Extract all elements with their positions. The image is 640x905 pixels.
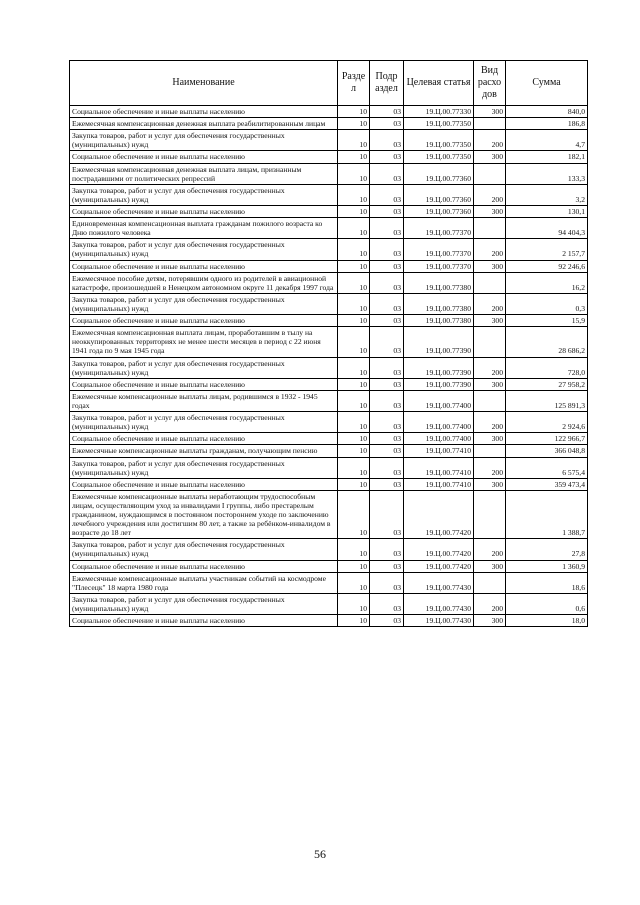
cell-razdel: 10	[338, 378, 370, 390]
cell-article: 19.Ц.00.77350	[404, 118, 474, 130]
cell-razdel: 10	[338, 445, 370, 457]
cell-sum: 92 246,6	[506, 260, 588, 272]
table-header-row	[70, 61, 588, 106]
cell-sum: 94 404,3	[506, 218, 588, 239]
table-body	[70, 106, 588, 627]
cell-name: Социальное обеспечение и иные выплаты населению	[70, 478, 338, 490]
cell-razdel: 10	[338, 260, 370, 272]
table-row	[70, 615, 588, 627]
cell-name: Ежемесячные компенсационные выплаты неработающим трудоспособным лицам, осуществляющим уход за инвалидами I группы, либо престарелым гражданином, нуждающимся в постоянном постороннем уходе по заключению лечебного учреждения или достигшим 80 лет, а также за ребёнком-инвалидом в возрасте до 18 лет	[70, 490, 338, 539]
cell-razdel: 10	[338, 560, 370, 572]
table-row	[70, 478, 588, 490]
cell-podrazdel: 03	[370, 433, 404, 445]
cell-razdel: 10	[338, 615, 370, 627]
cell-razdel: 10	[338, 106, 370, 118]
table-row	[70, 315, 588, 327]
cell-podrazdel: 03	[370, 239, 404, 260]
cell-vid	[474, 390, 506, 411]
cell-name: Социальное обеспечение и иные выплаты населению	[70, 560, 338, 572]
table-row	[70, 163, 588, 184]
cell-podrazdel: 03	[370, 130, 404, 151]
cell-vid: 300	[474, 378, 506, 390]
cell-sum: 359 473,4	[506, 478, 588, 490]
cell-podrazdel: 03	[370, 163, 404, 184]
cell-vid	[474, 445, 506, 457]
cell-podrazdel: 03	[370, 118, 404, 130]
cell-vid	[474, 490, 506, 539]
cell-article: 19.Ц.00.77400	[404, 390, 474, 411]
cell-vid: 200	[474, 293, 506, 314]
table-row	[70, 239, 588, 260]
cell-razdel: 10	[338, 357, 370, 378]
cell-name: Закупка товаров, работ и услуг для обеспечения государственных (муниципальных) нужд	[70, 593, 338, 614]
cell-podrazdel: 03	[370, 205, 404, 217]
cell-sum: 4,7	[506, 130, 588, 151]
cell-vid: 200	[474, 457, 506, 478]
cell-article: 19.Ц.00.77420	[404, 539, 474, 560]
cell-razdel: 10	[338, 478, 370, 490]
budget-table	[69, 60, 588, 627]
cell-name: Ежемесячная компенсационная денежная выплата реабилитированным лицам	[70, 118, 338, 130]
cell-name: Ежемесячное пособие детям, потерявшим одного из родителей в авиационной катастрофе, произошедшей в Ненецком автономном округе 11 декабря 1997 года	[70, 272, 338, 293]
cell-razdel: 10	[338, 593, 370, 614]
cell-article: 19.Ц.00.77380	[404, 272, 474, 293]
cell-podrazdel: 03	[370, 106, 404, 118]
cell-vid: 300	[474, 560, 506, 572]
cell-razdel: 10	[338, 539, 370, 560]
table-row	[70, 433, 588, 445]
table-row	[70, 106, 588, 118]
cell-article: 19.Ц.00.77390	[404, 357, 474, 378]
cell-name: Социальное обеспечение и иные выплаты населению	[70, 205, 338, 217]
cell-vid	[474, 572, 506, 593]
cell-podrazdel: 03	[370, 315, 404, 327]
cell-sum: 840,0	[506, 106, 588, 118]
table-row	[70, 445, 588, 457]
cell-article: 19.Ц.00.77360	[404, 184, 474, 205]
cell-razdel: 10	[338, 130, 370, 151]
page-number: 56	[314, 847, 326, 861]
cell-sum: 728,0	[506, 357, 588, 378]
table-row	[70, 412, 588, 433]
cell-razdel: 10	[338, 218, 370, 239]
cell-article: 19.Ц.00.77360	[404, 205, 474, 217]
cell-podrazdel: 03	[370, 151, 404, 163]
cell-razdel: 10	[338, 239, 370, 260]
cell-name: Закупка товаров, работ и услуг для обеспечения государственных (муниципальных) нужд	[70, 239, 338, 260]
table-row	[70, 390, 588, 411]
cell-article: 19.Ц.00.77410	[404, 445, 474, 457]
cell-vid	[474, 272, 506, 293]
cell-podrazdel: 03	[370, 539, 404, 560]
cell-article: 19.Ц.00.77330	[404, 106, 474, 118]
cell-article: 19.Ц.00.77370	[404, 239, 474, 260]
header-podrazdel: Подр аздел	[370, 61, 404, 106]
cell-vid: 200	[474, 184, 506, 205]
cell-razdel: 10	[338, 205, 370, 217]
cell-name: Закупка товаров, работ и услуг для обеспечения государственных (муниципальных) нужд	[70, 412, 338, 433]
cell-article: 19.Ц.00.77370	[404, 218, 474, 239]
cell-razdel: 10	[338, 163, 370, 184]
cell-sum: 2 924,6	[506, 412, 588, 433]
cell-sum: 0,3	[506, 293, 588, 314]
table-row	[70, 572, 588, 593]
cell-vid	[474, 327, 506, 357]
cell-sum: 3,2	[506, 184, 588, 205]
cell-name: Закупка товаров, работ и услуг для обеспечения государственных (муниципальных) нужд	[70, 293, 338, 314]
cell-sum: 0,6	[506, 593, 588, 614]
cell-name: Закупка товаров, работ и услуг для обеспечения государственных (муниципальных) нужд	[70, 130, 338, 151]
cell-sum: 366 048,8	[506, 445, 588, 457]
cell-vid: 200	[474, 239, 506, 260]
cell-sum: 186,8	[506, 118, 588, 130]
cell-article: 19.Ц.00.77410	[404, 478, 474, 490]
cell-podrazdel: 03	[370, 293, 404, 314]
cell-name: Социальное обеспечение и иные выплаты населению	[70, 260, 338, 272]
table-row	[70, 593, 588, 614]
cell-sum: 27 958,2	[506, 378, 588, 390]
cell-sum: 6 575,4	[506, 457, 588, 478]
cell-name: Социальное обеспечение и иные выплаты населению	[70, 106, 338, 118]
cell-name: Социальное обеспечение и иные выплаты населению	[70, 433, 338, 445]
cell-article: 19.Ц.00.77400	[404, 412, 474, 433]
cell-podrazdel: 03	[370, 560, 404, 572]
cell-article: 19.Ц.00.77430	[404, 593, 474, 614]
cell-article: 19.Ц.00.77350	[404, 151, 474, 163]
cell-name: Социальное обеспечение и иные выплаты населению	[70, 315, 338, 327]
cell-vid: 300	[474, 205, 506, 217]
table-row	[70, 260, 588, 272]
table-row	[70, 327, 588, 357]
cell-sum: 1 388,7	[506, 490, 588, 539]
cell-article: 19.Ц.00.77430	[404, 572, 474, 593]
table-row	[70, 560, 588, 572]
cell-podrazdel: 03	[370, 357, 404, 378]
cell-razdel: 10	[338, 457, 370, 478]
cell-podrazdel: 03	[370, 378, 404, 390]
cell-article: 19.Ц.00.77430	[404, 615, 474, 627]
cell-razdel: 10	[338, 293, 370, 314]
table-row	[70, 490, 588, 539]
table-row	[70, 130, 588, 151]
cell-sum: 1 360,9	[506, 560, 588, 572]
cell-podrazdel: 03	[370, 445, 404, 457]
cell-name: Закупка товаров, работ и услуг для обеспечения государственных (муниципальных) нужд	[70, 184, 338, 205]
cell-name: Закупка товаров, работ и услуг для обеспечения государственных (муниципальных) нужд	[70, 357, 338, 378]
cell-vid: 200	[474, 593, 506, 614]
cell-podrazdel: 03	[370, 272, 404, 293]
cell-article: 19.Ц.00.77420	[404, 490, 474, 539]
cell-razdel: 10	[338, 490, 370, 539]
cell-vid: 300	[474, 433, 506, 445]
cell-podrazdel: 03	[370, 572, 404, 593]
cell-razdel: 10	[338, 572, 370, 593]
cell-article: 19.Ц.00.77380	[404, 315, 474, 327]
cell-sum: 18,6	[506, 572, 588, 593]
cell-vid: 200	[474, 412, 506, 433]
cell-vid: 200	[474, 539, 506, 560]
cell-vid: 200	[474, 130, 506, 151]
cell-razdel: 10	[338, 390, 370, 411]
header-sum: Сумма	[506, 61, 588, 106]
cell-name: Ежемесячные компенсационные выплаты лицам, родившимся в 1932 - 1945 годах	[70, 390, 338, 411]
cell-razdel: 10	[338, 184, 370, 205]
cell-article: 19.Ц.00.77410	[404, 457, 474, 478]
cell-article: 19.Ц.00.77390	[404, 378, 474, 390]
cell-razdel: 10	[338, 433, 370, 445]
table-row	[70, 184, 588, 205]
cell-podrazdel: 03	[370, 412, 404, 433]
cell-sum: 16,2	[506, 272, 588, 293]
cell-razdel: 10	[338, 315, 370, 327]
cell-podrazdel: 03	[370, 593, 404, 614]
table-row	[70, 218, 588, 239]
cell-vid: 300	[474, 315, 506, 327]
cell-sum: 15,9	[506, 315, 588, 327]
cell-sum: 182,1	[506, 151, 588, 163]
cell-razdel: 10	[338, 118, 370, 130]
cell-name: Закупка товаров, работ и услуг для обеспечения государственных (муниципальных) нужд	[70, 457, 338, 478]
cell-article: 19.Ц.00.77360	[404, 163, 474, 184]
cell-podrazdel: 03	[370, 218, 404, 239]
cell-vid: 300	[474, 106, 506, 118]
table-row	[70, 378, 588, 390]
table-row	[70, 293, 588, 314]
cell-sum: 122 966,7	[506, 433, 588, 445]
header-name: Наименование	[70, 61, 338, 106]
cell-sum: 27,8	[506, 539, 588, 560]
cell-vid	[474, 118, 506, 130]
table-row	[70, 272, 588, 293]
cell-name: Социальное обеспечение и иные выплаты населению	[70, 615, 338, 627]
cell-article: 19.Ц.00.77420	[404, 560, 474, 572]
header-article: Целевая статья	[404, 61, 474, 106]
table-row	[70, 539, 588, 560]
cell-vid: 300	[474, 151, 506, 163]
cell-name: Социальное обеспечение и иные выплаты населению	[70, 151, 338, 163]
cell-vid: 300	[474, 478, 506, 490]
cell-vid: 200	[474, 357, 506, 378]
cell-podrazdel: 03	[370, 327, 404, 357]
cell-razdel: 10	[338, 272, 370, 293]
cell-name: Ежемесячная компенсационная денежная выплата лицам, признанным пострадавшими от политических репрессий	[70, 163, 338, 184]
cell-article: 19.Ц.00.77400	[404, 433, 474, 445]
cell-sum: 130,1	[506, 205, 588, 217]
cell-podrazdel: 03	[370, 490, 404, 539]
cell-name: Закупка товаров, работ и услуг для обеспечения государственных (муниципальных) нужд	[70, 539, 338, 560]
header-vid: Вид расхо дов	[474, 61, 506, 106]
cell-name: Ежемесячная компенсационная выплата лицам, проработавшим в тылу на неоккупированных территориях не менее шести месяцев в период с 22 июня 1941 года по 9 мая 1945 года	[70, 327, 338, 357]
cell-article: 19.Ц.00.77390	[404, 327, 474, 357]
cell-sum: 125 891,3	[506, 390, 588, 411]
cell-podrazdel: 03	[370, 615, 404, 627]
table-row	[70, 205, 588, 217]
cell-podrazdel: 03	[370, 457, 404, 478]
cell-name: Единовременная компенсационная выплата гражданам пожилого возраста ко Дню пожилого человека	[70, 218, 338, 239]
cell-razdel: 10	[338, 327, 370, 357]
cell-sum: 18,0	[506, 615, 588, 627]
cell-name: Ежемесячные компенсационные выплаты участникам событий на космодроме "Плесецк" 18 марта 1980 года	[70, 572, 338, 593]
cell-article: 19.Ц.00.77370	[404, 260, 474, 272]
cell-article: 19.Ц.00.77350	[404, 130, 474, 151]
header-razdel: Разде л	[338, 61, 370, 106]
cell-podrazdel: 03	[370, 184, 404, 205]
cell-vid: 300	[474, 615, 506, 627]
table-row	[70, 357, 588, 378]
table-row	[70, 457, 588, 478]
cell-vid	[474, 218, 506, 239]
cell-razdel: 10	[338, 412, 370, 433]
cell-article: 19.Ц.00.77380	[404, 293, 474, 314]
cell-name: Социальное обеспечение и иные выплаты населению	[70, 378, 338, 390]
table-row	[70, 118, 588, 130]
cell-sum: 133,3	[506, 163, 588, 184]
cell-sum: 28 686,2	[506, 327, 588, 357]
cell-vid	[474, 163, 506, 184]
cell-vid: 300	[474, 260, 506, 272]
cell-podrazdel: 03	[370, 478, 404, 490]
cell-razdel: 10	[338, 151, 370, 163]
cell-name: Ежемесячные компенсационные выплаты гражданам, получающим пенсию	[70, 445, 338, 457]
cell-sum: 2 157,7	[506, 239, 588, 260]
cell-podrazdel: 03	[370, 390, 404, 411]
table-row	[70, 151, 588, 163]
cell-podrazdel: 03	[370, 260, 404, 272]
